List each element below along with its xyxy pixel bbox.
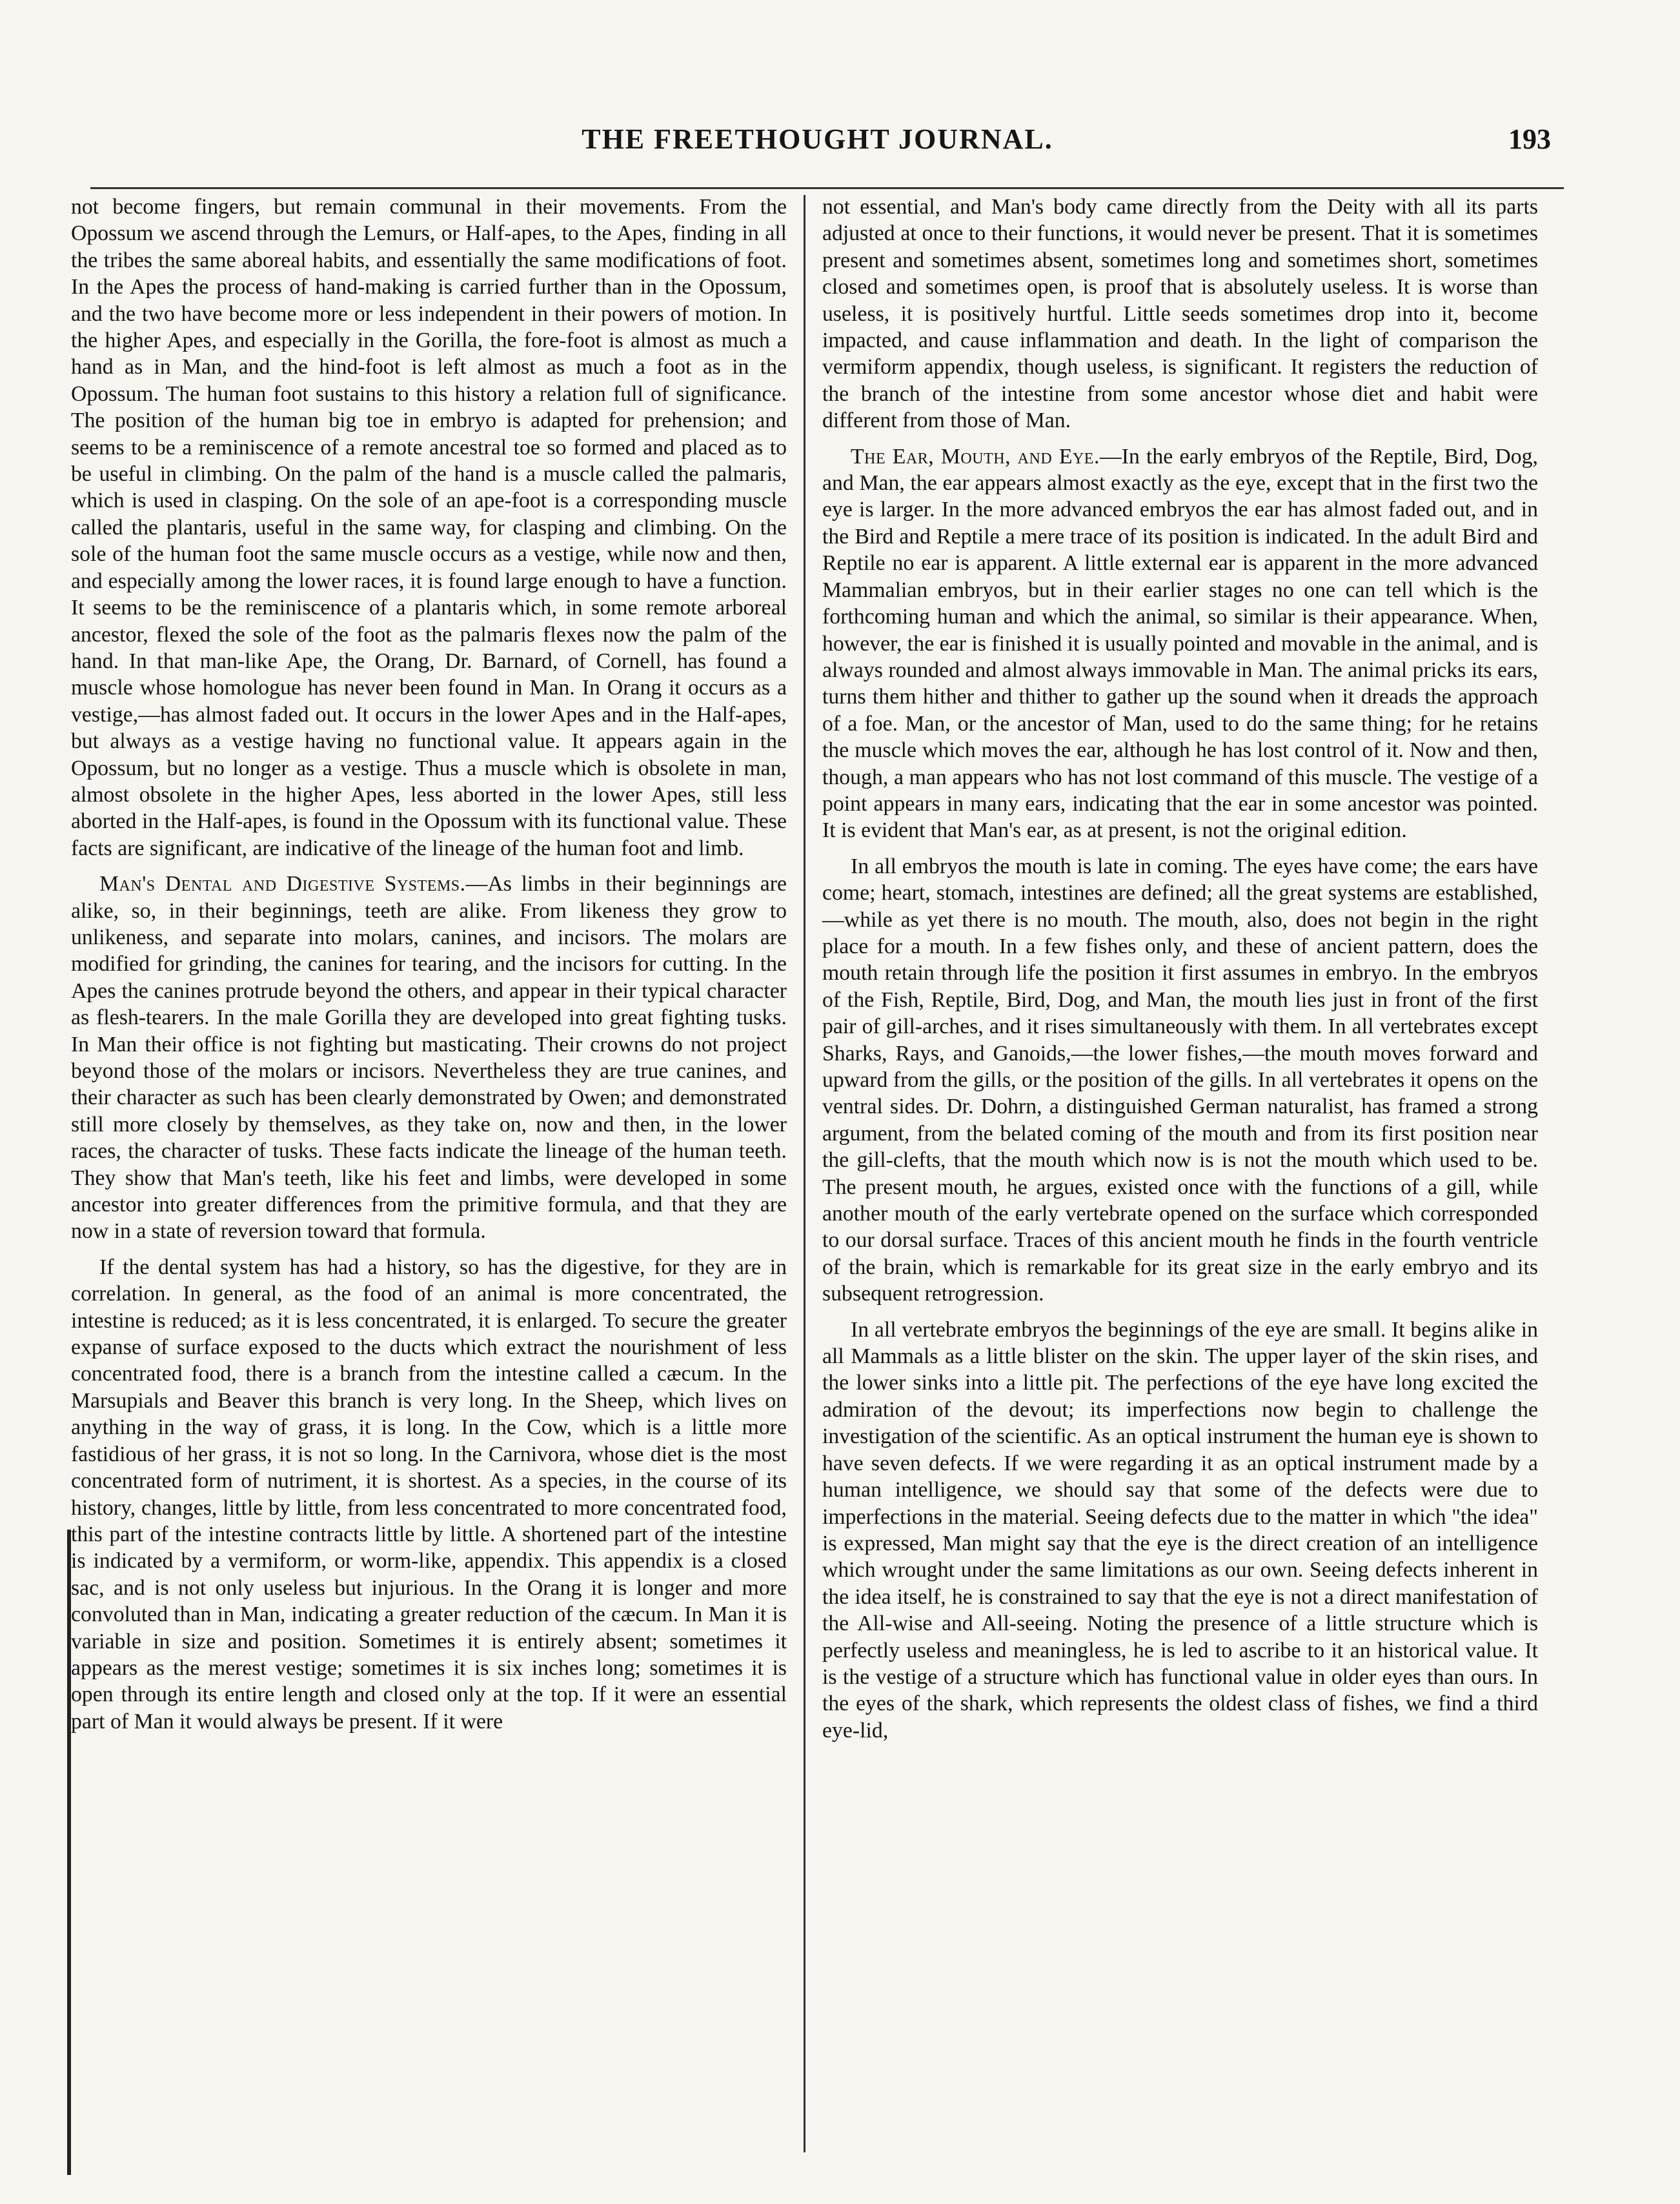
paragraph <box>71 871 787 1245</box>
paragraph: not become fingers, but remain communal in their movements. From the Opossum we ascend through the Lemurs, or Half-apes, to the Apes, finding in all the tribes the same aboreal habits, and essentially the same modifications of foot. In the Apes the process of hand-making is carried further than in the Opossum, and the two have become more or less independent in their powers of motion. In the higher Apes, and especially in the Gorilla, the fore-foot is almost as much a hand as in Man, and the hind-foot is left almost as much a foot as in the Opossum. The human foot sustains to this history a relation full of significance. The position of the human big toe in embryo is adapted for prehension; and seems to be a reminiscence of a remote ancestral toe so formed and placed as to be useful in climbing. On the palm of the hand is a muscle called the palmaris, which is used in clasping. On the sole of an ape-foot is a corresponding muscle called the plantaris, useful in the same way, for clasping and climbing. On the sole of the human foot the same muscle occurs as a vestige, while now and then, and especially among the lower races, it is found large enough to have a function. It seems to be the reminiscence of a plantaris which, in some remote arboreal ancestor, flexed the sole of the foot as the palmaris flexes now the palm of the hand. In that man-like Ape, the Orang, Dr. Barnard, of Cornell, has found a muscle whose homologue has never been found in Man. In Orang it occurs as a vestige,—has almost faded out. It occurs in the lower Apes and in the Half-apes, but always as a vestige having no functional value. It appears again in the Opossum, but no longer as a vestige. Thus a muscle which is obsolete in man, almost obsolete in the higher Apes, less aborted in the lower Apes, still less aborted in the Half-apes, is found in the Opossum with its functional value. These facts are significant, are indicative of the lineage of the human foot and limb. <box>71 195 787 860</box>
page-number: 193 <box>1508 123 1551 155</box>
text-columns <box>71 194 1564 2152</box>
journal-title: THE FREETHOUGHT JOURNAL. <box>582 123 1053 155</box>
paragraph: not essential, and Man's body came directly from the Deity with all its parts adjusted at once to their functions, it would never be present. That it is sometimes present and sometimes absent, sometimes long and sometimes short, sometimes closed and sometimes open, is proof that is absolutely useless. It is worse than useless, it is positively hurtful. Little seeds sometimes drop into it, become impacted, and cause inflammation and death. In the light of comparison the vermiform appendix, though useless, is significant. It registers the reduction of the branch of the intestine from some ancestor whose diet and habit were different from those of Man. <box>822 195 1538 433</box>
paragraph <box>822 443 1538 844</box>
section-heading: Man's Dental and Digestive Systems. <box>99 872 466 896</box>
paragraph-body: —As limbs in their beginnings are alike, so, in their beginnings, teeth are alike. From likeness they grow to unlikeness, and separate into molars, canines, and incisors. The molars are modified for grinding, the canines for tearing, and the incisors for cutting. In the Apes the canines protrude beyond the others, and appear in their typical character as flesh-tearers. In the male Gorilla they are developed into great fighting tusks. In Man their office is not fighting but masticating. Their crowns do not project beyond those of the molars or incisors. Nevertheless they are true canines, and their character as such has been clearly demonstrated by Owen; and demonstrated still more closely by themselves, as they take on, now and then, in the lower races, the character of tusks. These facts indicate the lineage of the human teeth. They show that Man's teeth, like his feet and limbs, were developed in some ancestor into greater differences from the primitive formula, and that they are now in a state of reversion toward that formula. <box>71 872 787 1244</box>
right-column <box>805 194 1538 2152</box>
paragraph-body: —In the early embryos of the Reptile, Bird, Dog, and Man, the ear appears almost exactly as the eye, except that in the first two the eye is larger. In the more advanced embryos the ear has almost faded out, and in the Bird and Reptile a mere trace of its position is indicated. In the adult Bird and Reptile no ear is apparent. A little external ear is apparent in the more advanced Mammalian embryos, but in their earlier stages no one can tell which is the forthcoming human and which the animal, so similar is their appearance. When, however, the ear is finished it is usually pointed and movable in the animal, and is always rounded and almost always immovable in Man. The animal pricks its ears, turns them hither and thither to gather up the sound when it dreads the approach of a foe. Man, or the ancestor of Man, used to do the same thing; for he retains the muscle which moves the ear, although he has lost control of it. Now and then, though, a man appears who has not lost command of this muscle. The vestige of a point appears in many ears, indicating that the ear in some ancestor was pointed. It is evident that Man's ear, as at present, is not the original edition. <box>822 444 1538 843</box>
left-column <box>71 194 804 2152</box>
header-rule <box>90 187 1564 189</box>
paragraph: If the dental system has had a history, so has the digestive, for they are in correlation. In general, as the food of an animal is more concentrated, the intestine is reduced; as it is less concentrated, it is enlarged. To secure the greater expanse of surface exposed to the ducts which extract the nourishment of less concentrated food, there is a branch from the intestine called a cæcum. In the Marsupials and Beaver this branch is very long. In the Sheep, which lives on anything in the way of grass, it is long. In the Cow, which is a little more fastidious of her grass, it is not so long. In the Carnivora, whose diet is the most concentrated form of nutriment, it is shortest. As a species, in the course of its history, changes, little by little, from less concentrated to more concentrated food, this part of the intestine contracts little by little. A shortened part of the intestine is indicated by a vermiform, or worm-like, appendix. This appendix is a closed sac, and is not only useless but injurious. In the Orang it is longer and more convoluted than in Man, indicating a greater reduction of the cæcum. In Man it is variable in size and position. Sometimes it is entirely absent; sometimes it appears as the merest vestige; sometimes it is six inches long; sometimes it is open through its entire length and closed only at the top. If it were an essential part of Man it would always be present. If it were <box>71 1255 787 1734</box>
paragraph: In all vertebrate embryos the beginnings of the eye are small. It begins alike in all Mammals as a little blister on the skin. The upper layer of the skin rises, and the lower sinks into a little pit. The perfections of the eye have long excited the admiration of the devout; its imperfections now begin to challenge the investigation of the scientific. As an optical instrument the human eye is shown to have seven defects. If we were regarding it as an optical instrument made by a human intelligence, we should say that some of the defects were due to imperfections in the material. Seeing defects due to the matter in which "the idea" is expressed, Man might say that the eye is the direct creation of an intelligence which wrought under the same limitations as our own. Seeing defects inherent in the idea itself, he is constrained to say that the eye is not a direct manifestation of the All-wise and All-seeing. Noting the presence of a little structure which is perfectly useless and meaningless, he is led to ascribe to it an historical value. It is the vestige of a structure which has functional value in older eyes than ours. In the eyes of the shark, which represents the oldest class of fishes, we find a third eye-lid, <box>822 1317 1538 1743</box>
paragraph: In all embryos the mouth is late in coming. The eyes have come; the ears have come; heart, stomach, intestines are defined; all the great systems are established,—while as yet there is no mouth. The mouth, also, does not begin in the right place for a mouth. In a few fishes only, and these of ancient pattern, does the mouth retain through life the position it first assumes in embryo. In the embryos of the Fish, Reptile, Bird, Dog, and Man, the mouth lies just in front of the first pair of gill-arches, and it rises simultaneously with them. In all vertebrates except Sharks, Rays, and Ganoids,—the lower fishes,—the mouth moves forward and upward from the gills, or the position of the gills. In all vertebrates it opens on the ventral sides. Dr. Dohrn, a distinguished German naturalist, has framed a strong argument, from the belated coming of the mouth and from its first position near the gill-clefts, that the mouth which now is is not the mouth which used to be. The present mouth, he argues, existed once with the functions of a gill, while another mouth of the early vertebrate opened on the surface which corresponded to our dorsal surface. Traces of this ancient mouth he finds in the fourth ventricle of the brain, which is remarkable for its great size in the early embryo and its subsequent retrogression. <box>822 854 1538 1306</box>
running-head <box>71 97 1564 155</box>
section-heading: The Ear, Mouth, and Eye. <box>851 444 1100 469</box>
